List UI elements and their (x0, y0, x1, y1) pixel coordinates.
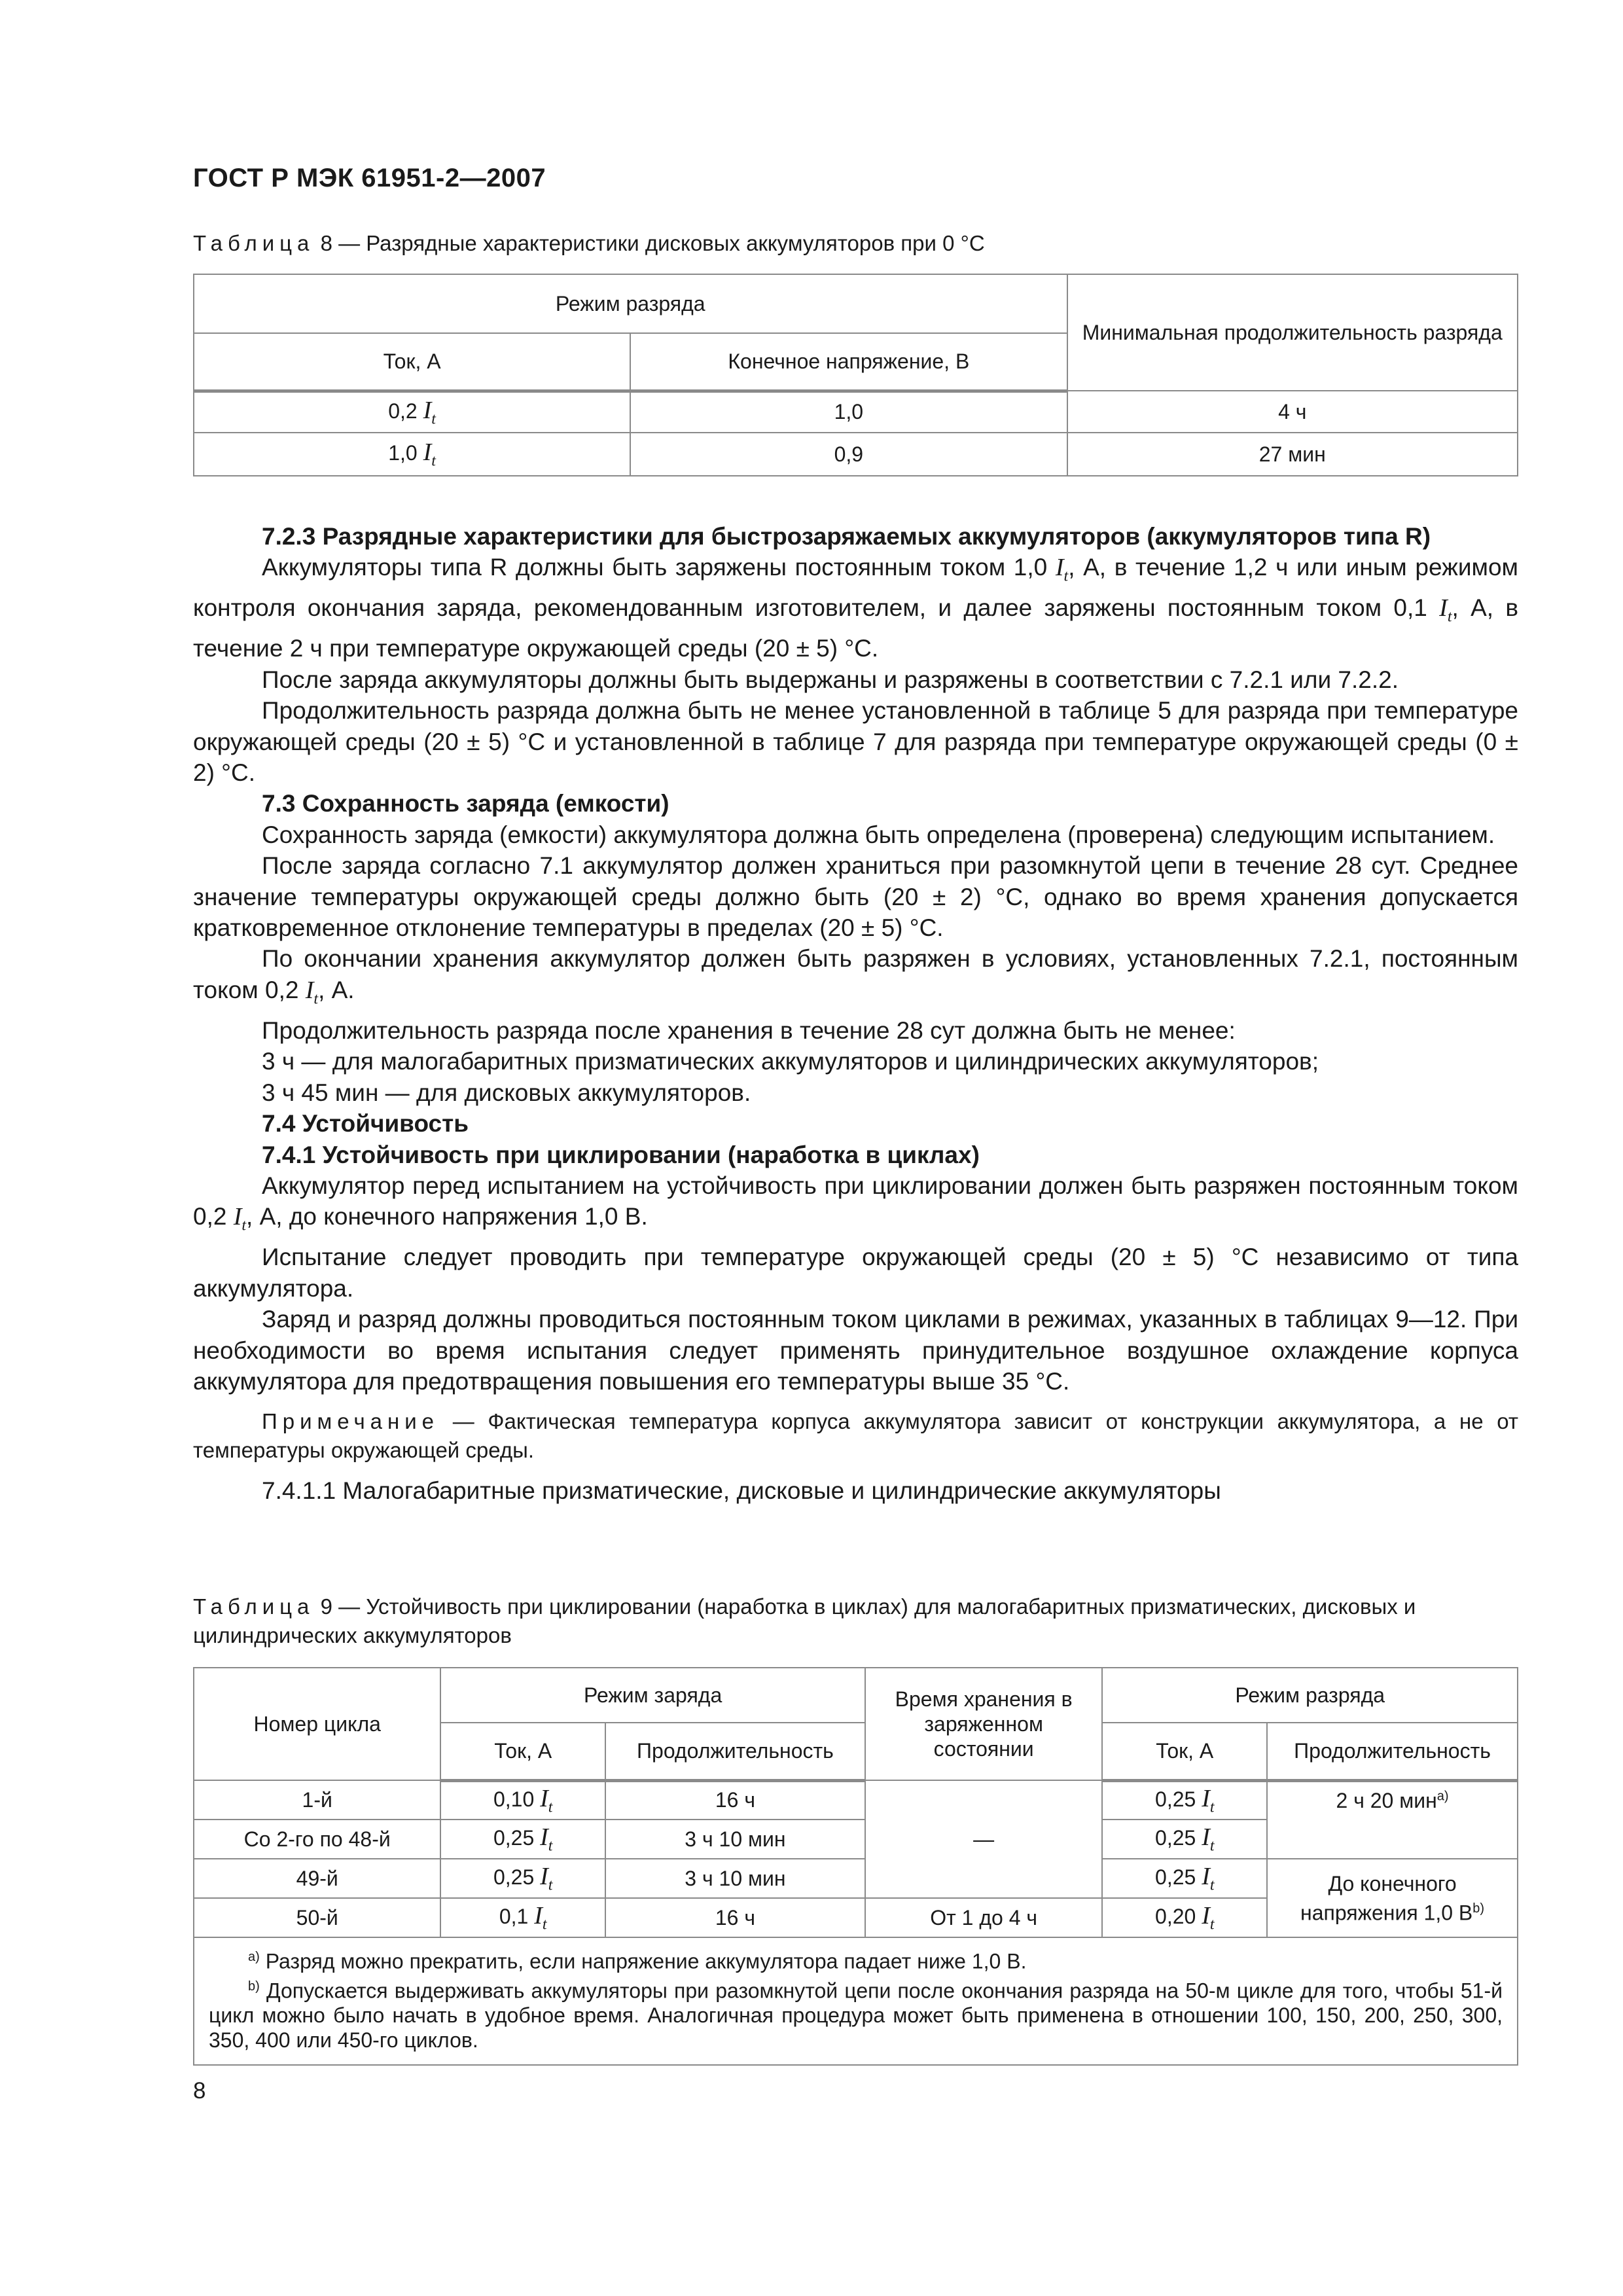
table9-label: Таблица (193, 1594, 315, 1619)
table9-cell-discharge-current: 0,25 $I_t$ (1102, 1859, 1267, 1898)
section-7-4-1-1-heading: 7.4.1.1 Малогабаритные призматические, дисковые и цилиндрические аккумуляторы (262, 1477, 1221, 1505)
table9-cell-charge-duration: 3 ч 10 мин (605, 1820, 865, 1859)
table8-cell-voltage: 1,0 (630, 391, 1067, 433)
table9-cell-cycle: 1-й (194, 1780, 440, 1820)
table9-col-discharge-current: Ток, А (1102, 1723, 1267, 1780)
paragraph: Испытание следует проводить при температуре окружающей среды (20 ± 5) °С независимо от типа аккумулятора. (193, 1244, 1518, 1302)
footnote-a: $^{a)}$ Разряд можно прекратить, если напряжение аккумулятора падает ниже 1,0 В. (248, 1949, 1027, 1973)
paragraph: По окончании хранения аккумулятор должен быть разряжен в условиях, установленных 7.2.1, постоянным током 0,2 $I_t$, А. (193, 945, 1518, 1008)
table9-col-discharge: Режим разряда (1102, 1668, 1518, 1723)
table8-label: Таблица (193, 231, 315, 255)
table-row (194, 1780, 1518, 1820)
footnote-b: $^{b)}$ Допускается выдерживать аккумуляторы при разомкнутой цепи после окончания разряда на 50-м цикле для того, чтобы 51-й цикл можно было начать в удобное время. Аналогичная процедура может быть применена в отношении 100, 150, 200, 250, 300, 350, 400 или 450-го циклов. (209, 1979, 1503, 2053)
table8 (193, 274, 1518, 476)
list-item: 3 ч — для малогабаритных призматических аккумуляторов и цилиндрических аккумуляторов; (262, 1048, 1319, 1075)
section-7-4-1-heading: 7.4.1 Устойчивость при циклировании (наработка в циклах) (262, 1141, 980, 1168)
table9-cell-charge-duration: 3 ч 10 мин (605, 1859, 865, 1898)
paragraph: Аккумулятор перед испытанием на устойчивость при циклировании должен быть разряжен постоянным током 0,2 $I_t$, А, до конечного напряжения 1,0 В. (193, 1172, 1518, 1234)
table8-cell-current: 0,2 $I_t$ (194, 391, 630, 433)
body-text (193, 521, 1518, 1507)
table-row (194, 433, 1518, 476)
table9-cell-discharge-duration: 2 ч 20 мин$^{a)}$ (1267, 1780, 1518, 1859)
table9-cell-charge-duration: 16 ч (605, 1898, 865, 1937)
document-header: ГОСТ Р МЭК 61951-2—2007 (193, 164, 546, 192)
paragraph: После заряда аккумуляторы должны быть выдержаны и разряжены в соответствии с 7.2.1 или 7.2.2. (262, 666, 1399, 693)
table9-cell-charge-current: 0,25 $I_t$ (440, 1820, 605, 1859)
table9-cell-discharge-current: 0,25 $I_t$ (1102, 1820, 1267, 1859)
table8-cell-duration: 4 ч (1067, 391, 1518, 433)
table9 (193, 1667, 1518, 2066)
table9-cell-storage: От 1 до 4 ч (865, 1898, 1103, 1937)
section-7-3-heading: 7.3 Сохранность заряда (емкости) (262, 790, 669, 817)
list-item: 3 ч 45 мин — для дисковых аккумуляторов. (262, 1079, 751, 1106)
table9-cell-discharge-current: 0,20 $I_t$ (1102, 1898, 1267, 1937)
table8-col-duration: Минимальная продолжительность разряда (1067, 274, 1518, 391)
table9-footnotes (194, 1937, 1518, 2065)
table9-col-charge-duration: Продолжительность (605, 1723, 865, 1780)
table8-cell-voltage: 0,9 (630, 433, 1067, 476)
paragraph: Продолжительность разряда после хранения в течение 28 сут должна быть не менее: (262, 1016, 1236, 1044)
table9-caption (193, 1592, 1518, 1650)
table9-col-cycle: Номер цикла (194, 1668, 440, 1780)
table9-cell-cycle: 49-й (194, 1859, 440, 1898)
table9-cell-charge-current: 0,1 $I_t$ (440, 1898, 605, 1937)
table8-caption (193, 229, 1518, 258)
table9-cell-cycle: Со 2-го по 48-й (194, 1820, 440, 1859)
table9-cell-cycle: 50-й (194, 1898, 440, 1937)
table9-cell-charge-current: 0,25 $I_t$ (440, 1859, 605, 1898)
table8-col-current: Ток, А (194, 333, 630, 391)
table8-group-header: Режим разряда (194, 274, 1067, 333)
table8-caption-text: 8 — Разрядные характеристики дисковых аккумуляторов при 0 °С (320, 231, 985, 255)
note-text: — Фактическая температура корпуса аккумулятора зависит от конструкции аккумулятора, а не от температуры окружающей среды. (193, 1409, 1518, 1463)
table8-cell-duration: 27 мин (1067, 433, 1518, 476)
note (193, 1407, 1518, 1465)
paragraph: Заряд и разряд должны проводиться постоянным током циклами в режимах, указанных в таблицах 9—12. При необходимости во время испытания следует применять принудительное воздушное охлаждение корпуса аккумулятора для предотвращения повышения его температуры выше 35 °С. (193, 1306, 1518, 1395)
table9-col-charge: Режим заряда (440, 1668, 865, 1723)
section-7-4-heading: 7.4 Устойчивость (262, 1110, 469, 1138)
table9-col-storage: Время хранения в заряженном состоянии (865, 1668, 1103, 1780)
table9-footnotes-row (194, 1937, 1518, 2065)
table-row (194, 1859, 1518, 1898)
table9-cell-storage: — (865, 1780, 1103, 1898)
paragraph: После заряда согласно 7.1 аккумулятор должен храниться при разомкнутой цепи в течение 28 сут. Среднее значение температуры окружающей среды должно быть (20 ± 2) °С, однако во время хранения допускается кратковременное отклонение температуры в пределах (20 ± 5) °С. (193, 852, 1518, 942)
table-row (194, 391, 1518, 433)
table9-caption-text: 9 — Устойчивость при циклировании (наработка в циклах) для малогабаритных призматических, дисковых и цилиндрических аккумуляторов (193, 1594, 1416, 1647)
table8-col-voltage: Конечное напряжение, В (630, 333, 1067, 391)
paragraph: Сохранность заряда (емкости) аккумулятора должна быть определена (проверена) следующим испытанием. (262, 821, 1495, 848)
note-label: Примечание (262, 1409, 440, 1434)
table9-cell-charge-duration: 16 ч (605, 1780, 865, 1820)
table9-cell-charge-current: 0,10 $I_t$ (440, 1780, 605, 1820)
table8-cell-current: 1,0 $I_t$ (194, 433, 630, 476)
table9-col-charge-current: Ток, А (440, 1723, 605, 1780)
table9-col-discharge-duration: Продолжительность (1267, 1723, 1518, 1780)
table9-cell-discharge-duration: До конечного напряжения 1,0 $В^{b)}$ (1267, 1859, 1518, 1937)
paragraph: Аккумуляторы типа R должны быть заряжены постоянным током 1,0 $I_t$, А, в течение 1,2 ч или иным режимом контроля окончания заряда, рекомендованным изготовителем, и далее заряжены постоянным током 0,1 $I_t$, А, в течение 2 ч при температуре окружающей среды (20 ± 5) °С. (193, 554, 1518, 662)
section-7-2-3-heading: 7.2.3 Разрядные характеристики для быстрозаряжаемых аккумуляторов (аккумуляторов типа R) (262, 523, 1431, 550)
table9-cell-discharge-current: 0,25 $I_t$ (1102, 1780, 1267, 1820)
paragraph: Продолжительность разряда должна быть не менее установленной в таблице 5 для разряда при температуре окружающей среды (20 ± 5) °С и установленной в таблице 7 для разряда при температуре окружающей среды (0 ± 2) °С. (193, 697, 1518, 787)
page-number: 8 (193, 2078, 206, 2104)
